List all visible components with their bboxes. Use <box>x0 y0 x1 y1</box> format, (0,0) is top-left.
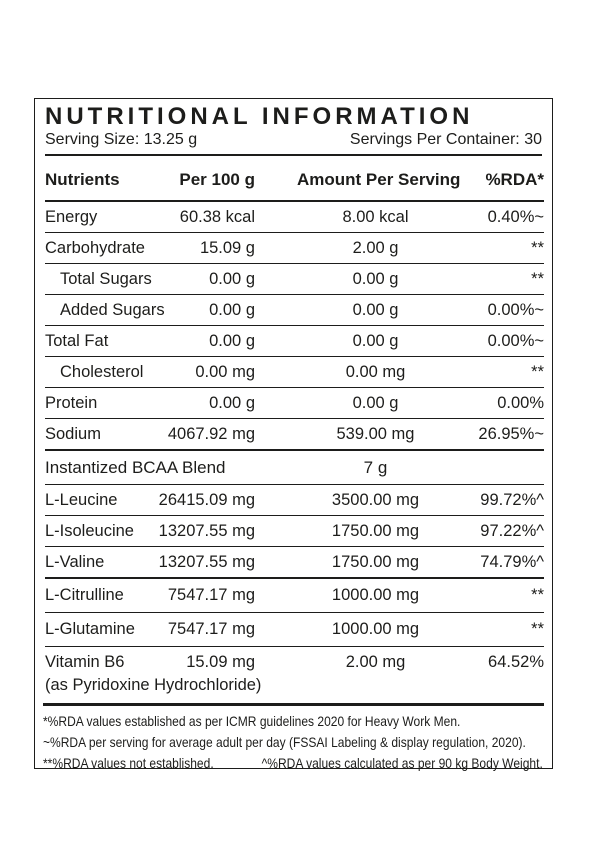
per-serving-value: 8.00 kcal <box>255 201 454 233</box>
per-serving-value: 539.00 mg <box>255 419 454 451</box>
blend-rda-value <box>454 450 544 485</box>
row-l-citrulline <box>45 578 544 613</box>
row-cholesterol <box>45 357 544 388</box>
vitamin-subname: (as Pyridoxine Hydrochloride) <box>45 676 262 694</box>
blend-name: Instantized BCAA Blend <box>45 450 255 485</box>
rda-value: 64.52% <box>488 653 544 671</box>
rda-value: 0.00%~ <box>454 326 544 357</box>
row-l-leucine <box>45 485 544 516</box>
nutrient-name: L-Valine <box>45 547 145 579</box>
footnote-line-1: *%RDA values established as per ICMR guidelines 2020 for Heavy Work Men. <box>43 713 461 729</box>
rda-value: ** <box>454 613 544 647</box>
rda-value: 0.00%~ <box>454 295 544 326</box>
row-sodium <box>45 419 544 451</box>
per-serving-value: 2.00 mg <box>345 653 406 671</box>
label-title: NUTRITIONAL INFORMATION <box>45 103 474 130</box>
nutrient-name: L-Glutamine <box>45 613 145 647</box>
rda-value: ** <box>454 264 544 295</box>
per-100g-value: 4067.92 mg <box>145 419 255 451</box>
footnote-line-3 <box>43 753 543 774</box>
nutrient-name: Energy <box>45 201 145 233</box>
nutrient-name: Added Sugars <box>45 295 145 326</box>
per-100g-value: 0.00 g <box>145 295 255 326</box>
footnote-line-2: ~%RDA per serving for average adult per day (FSSAI Labeling & display regulation, 2020). <box>43 734 526 750</box>
rda-value: 26.95%~ <box>454 419 544 451</box>
row-bcaa-blend-header <box>45 450 544 485</box>
nutrient-name: Total Fat <box>45 326 145 357</box>
per-serving-value: 1750.00 mg <box>255 547 454 579</box>
nutrient-name: Total Sugars <box>45 264 145 295</box>
rda-value: ** <box>454 578 544 613</box>
nutrient-name: Sodium <box>45 419 145 451</box>
per-100g-value: 60.38 kcal <box>145 201 255 233</box>
per-serving-value: 0.00 g <box>255 264 454 295</box>
row-l-isoleucine <box>45 516 544 547</box>
row-l-glutamine <box>45 613 544 647</box>
per-serving-value: 0.00 g <box>255 388 454 419</box>
col-header-amount-per-serving: Amount Per Serving <box>255 156 454 201</box>
row-l-valine <box>45 547 544 579</box>
nutrient-name: Protein <box>45 388 145 419</box>
col-header-nutrients: Nutrients <box>45 156 145 201</box>
per-100g-value: 0.00 g <box>145 264 255 295</box>
column-header-row <box>45 156 544 201</box>
rda-value: ** <box>454 233 544 264</box>
row-total-fat <box>45 326 544 357</box>
row-energy <box>45 201 544 233</box>
serving-size: Serving Size: 13.25 g <box>45 131 198 148</box>
row-added-sugars <box>45 295 544 326</box>
footnote-line-3-left: **%RDA values not established. <box>43 755 214 771</box>
per-serving-value: 0.00 mg <box>255 357 454 388</box>
rda-value: ** <box>454 357 544 388</box>
per-serving-value: 0.00 g <box>255 326 454 357</box>
per-100g-value: 26415.09 mg <box>145 485 255 516</box>
footnote-line-3-right: ^%RDA values calculated as per 90 kg Body Weight. <box>261 755 543 771</box>
per-100g-value: 0.00 g <box>145 326 255 357</box>
blend-serving-value: 7 g <box>255 450 454 485</box>
rda-value: 99.72%^ <box>454 485 544 516</box>
nutrient-name: L-Citrulline <box>45 578 145 613</box>
rda-value: 74.79%^ <box>454 547 544 579</box>
per-serving-value: 3500.00 mg <box>255 485 454 516</box>
col-header-per-100g: Per 100 g <box>145 156 255 201</box>
per-100g-value: 13207.55 mg <box>145 516 255 547</box>
per-serving-value: 1000.00 mg <box>255 613 454 647</box>
nutrition-label <box>34 98 553 769</box>
per-100g-value: 15.09 mg <box>186 653 255 671</box>
per-100g-value: 7547.17 mg <box>145 578 255 613</box>
rda-value: 0.00% <box>454 388 544 419</box>
per-100g-value: 0.00 mg <box>145 357 255 388</box>
per-100g-value: 0.00 g <box>145 388 255 419</box>
row-carbohydrate <box>45 233 544 264</box>
rda-value: 97.22%^ <box>454 516 544 547</box>
nutrient-name: Carbohydrate <box>45 233 145 264</box>
per-100g-value: 13207.55 mg <box>145 547 255 579</box>
vitamin-name: Vitamin B6 <box>45 653 125 671</box>
row-protein <box>45 388 544 419</box>
per-100g-value: 15.09 g <box>145 233 255 264</box>
row-vitamin-b6 <box>45 647 544 704</box>
serving-info-row <box>45 130 542 156</box>
rda-value: 0.40%~ <box>454 201 544 233</box>
per-serving-value: 1750.00 mg <box>255 516 454 547</box>
servings-per-container: Servings Per Container: 30 <box>349 131 542 148</box>
per-serving-value: 0.00 g <box>255 295 454 326</box>
per-100g-value: 7547.17 mg <box>145 613 255 647</box>
row-total-sugars <box>45 264 544 295</box>
footnotes-section <box>43 703 544 778</box>
nutrient-name: L-Leucine <box>45 485 145 516</box>
nutrient-name: L-Isoleucine <box>45 516 145 547</box>
nutrient-name: Cholesterol <box>45 357 145 388</box>
nutrients-table <box>45 156 544 703</box>
per-serving-value: 1000.00 mg <box>255 578 454 613</box>
col-header-rda: %RDA* <box>454 156 544 201</box>
per-serving-value: 2.00 g <box>255 233 454 264</box>
